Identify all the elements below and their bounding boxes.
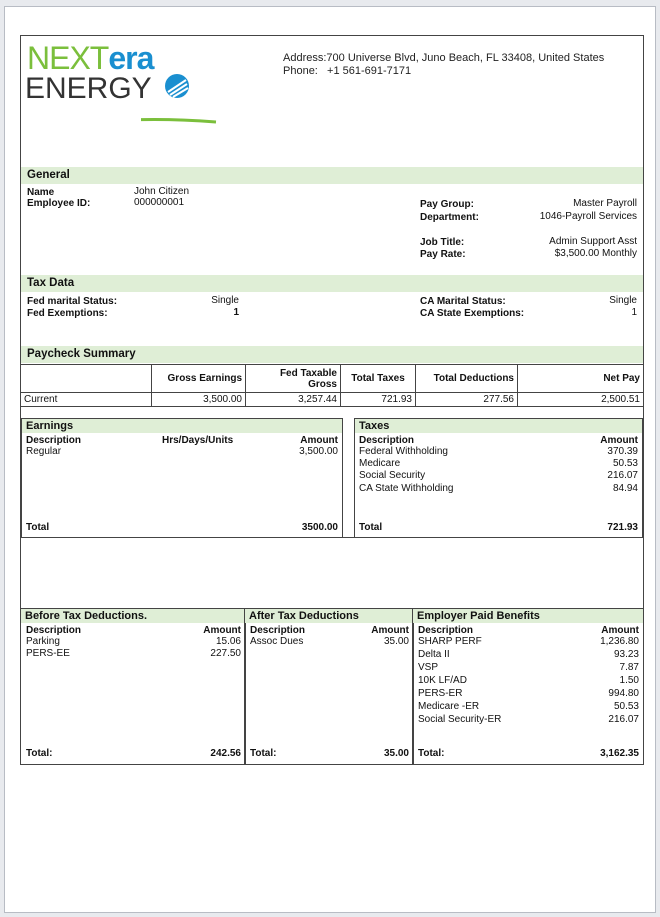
after-tax-row-amount: 35.00 <box>383 636 409 647</box>
address-value: 700 Universe Blvd, Juno Beach, FL 33408, United States <box>326 52 605 64</box>
before-tax-col-amount: Amount <box>203 625 241 636</box>
after-tax-col-amount: Amount <box>371 625 409 636</box>
benefit-row-amount: 1,236.80 <box>600 636 639 647</box>
earnings-row-desc: Regular <box>26 446 62 457</box>
before-tax-box <box>20 608 246 765</box>
total-taxes-value: 721.93 <box>341 393 416 407</box>
taxes-col-amount: Amount <box>600 435 638 446</box>
logo-word-energy: ENERGY <box>25 72 152 105</box>
paycheck-summary-heading: Paycheck Summary <box>21 346 643 363</box>
pay-group-label: Pay Group: <box>420 199 474 210</box>
benefits-col-description: Description <box>418 625 474 636</box>
ca-marital-value: Single <box>609 295 637 306</box>
col-gross-earnings: Gross Earnings <box>152 365 246 393</box>
benefit-row-amount: 994.80 <box>608 688 639 699</box>
general-heading: General <box>21 167 643 184</box>
col-net-pay: Net Pay <box>518 365 644 393</box>
fed-exemptions-label: Fed Exemptions: <box>27 308 108 319</box>
taxes-total-value: 721.93 <box>607 522 638 533</box>
before-tax-total-value: 242.56 <box>210 748 241 759</box>
before-tax-row-amount: 227.50 <box>210 648 241 659</box>
employer-benefits-heading: Employer Paid Benefits <box>413 609 643 623</box>
benefit-row-desc: Delta II <box>418 649 450 660</box>
before-tax-row-amount: 15.06 <box>215 636 241 647</box>
logo-word-era: era <box>108 40 154 76</box>
job-title-value: Admin Support Asst <box>549 236 637 247</box>
earnings-col-description: Description <box>26 435 82 446</box>
col-total-deductions: Total Deductions <box>416 365 518 393</box>
benefits-total-label: Total: <box>418 748 445 759</box>
taxes-box <box>354 418 643 538</box>
taxes-col-description: Description <box>359 435 415 446</box>
fed-marital-label: Fed marital Status: <box>27 296 118 307</box>
before-tax-row-desc: PERS-EE <box>26 648 70 659</box>
name-value: John Citizen <box>134 186 190 197</box>
benefit-row-amount: 7.87 <box>619 662 639 673</box>
earnings-total-label: Total <box>26 522 50 533</box>
pay-rate-label: Pay Rate: <box>420 249 466 260</box>
company-address-block <box>283 52 604 78</box>
address-label: Address: <box>283 52 327 64</box>
before-tax-total-label: Total: <box>26 748 53 759</box>
benefit-row-desc: 10K LF/AD <box>418 675 467 686</box>
employee-id-value: 000000001 <box>134 197 185 208</box>
benefit-row-amount: 216.07 <box>608 714 639 725</box>
taxes-row-amount: 50.53 <box>612 458 638 469</box>
after-tax-col-description: Description <box>250 625 306 636</box>
taxes-row-desc: Federal Withholding <box>359 446 448 457</box>
ca-exemptions-value: 1 <box>631 307 637 318</box>
benefit-row-desc: SHARP PERF <box>418 636 482 647</box>
earnings-col-amount: Amount <box>300 435 338 446</box>
benefit-row-amount: 93.23 <box>613 649 639 660</box>
taxes-row-desc: CA State Withholding <box>359 483 454 494</box>
col-fed-taxable-gross: Fed Taxable Gross <box>246 365 341 393</box>
department-label: Department: <box>420 212 479 223</box>
summary-current-row <box>21 393 643 407</box>
earnings-col-hrs: Hrs/Days/Units <box>162 435 234 446</box>
logo-swoosh-icon <box>141 74 221 136</box>
before-tax-col-description: Description <box>26 625 82 636</box>
benefit-row-amount: 1.50 <box>619 675 639 686</box>
after-tax-total-label: Total: <box>250 748 277 759</box>
summary-header-row <box>21 365 643 393</box>
total-deductions-value: 277.56 <box>416 393 518 407</box>
col-total-taxes: Total Taxes <box>341 365 416 393</box>
phone-value: +1 561-691-7171 <box>327 65 412 77</box>
earnings-row-amount: 3,500.00 <box>299 446 338 457</box>
benefit-row-desc: PERS-ER <box>418 688 463 699</box>
gross-earnings-value: 3,500.00 <box>152 393 246 407</box>
department-value: 1046-Payroll Services <box>539 211 637 222</box>
logo-word-next: NEXT <box>27 40 109 76</box>
after-tax-total-value: 35.00 <box>383 748 409 759</box>
employer-benefits-box <box>412 608 644 765</box>
phone-label: Phone: <box>283 65 318 77</box>
taxes-row-desc: Medicare <box>359 458 401 469</box>
taxes-heading: Taxes <box>355 419 642 433</box>
pay-slip <box>20 35 644 765</box>
taxes-row-amount: 216.07 <box>607 470 638 481</box>
current-row-label: Current <box>21 393 152 407</box>
after-tax-row-desc: Assoc Dues <box>250 636 304 647</box>
employee-id-label: Employee ID: <box>27 198 91 209</box>
benefits-col-amount: Amount <box>601 625 639 636</box>
fed-taxable-gross-value: 3,257.44 <box>246 393 341 407</box>
taxes-total-label: Total <box>359 522 383 533</box>
benefit-row-amount: 50.53 <box>613 701 639 712</box>
earnings-box <box>21 418 343 538</box>
paycheck-summary-table <box>21 364 643 407</box>
section-divider <box>21 537 643 538</box>
ca-exemptions-label: CA State Exemptions: <box>420 308 525 319</box>
taxes-row-desc: Social Security <box>359 470 426 481</box>
pay-group-value: Master Payroll <box>573 198 637 209</box>
fed-marital-value: Single <box>211 295 239 306</box>
earnings-total-value: 3500.00 <box>301 522 338 533</box>
job-title-label: Job Title: <box>420 237 465 248</box>
before-tax-heading: Before Tax Deductions. <box>21 609 245 623</box>
pay-rate-value: $3,500.00 Monthly <box>554 248 637 259</box>
earnings-heading: Earnings <box>22 419 342 433</box>
tax-data-heading: Tax Data <box>21 275 643 292</box>
document-page <box>4 6 656 913</box>
name-label: Name <box>27 187 55 198</box>
taxes-row-amount: 370.39 <box>607 446 638 457</box>
ca-marital-label: CA Marital Status: <box>420 296 506 307</box>
benefit-row-desc: VSP <box>418 662 439 673</box>
after-tax-box <box>244 608 414 765</box>
benefit-row-desc: Social Security-ER <box>418 714 502 725</box>
benefit-row-desc: Medicare -ER <box>418 701 480 712</box>
net-pay-value: 2,500.51 <box>518 393 644 407</box>
benefits-total-value: 3,162.35 <box>600 748 639 759</box>
taxes-row-amount: 84.94 <box>612 483 638 494</box>
after-tax-heading: After Tax Deductions <box>245 609 413 623</box>
before-tax-row-desc: Parking <box>26 636 60 647</box>
fed-exemptions-value: 1 <box>233 307 239 318</box>
